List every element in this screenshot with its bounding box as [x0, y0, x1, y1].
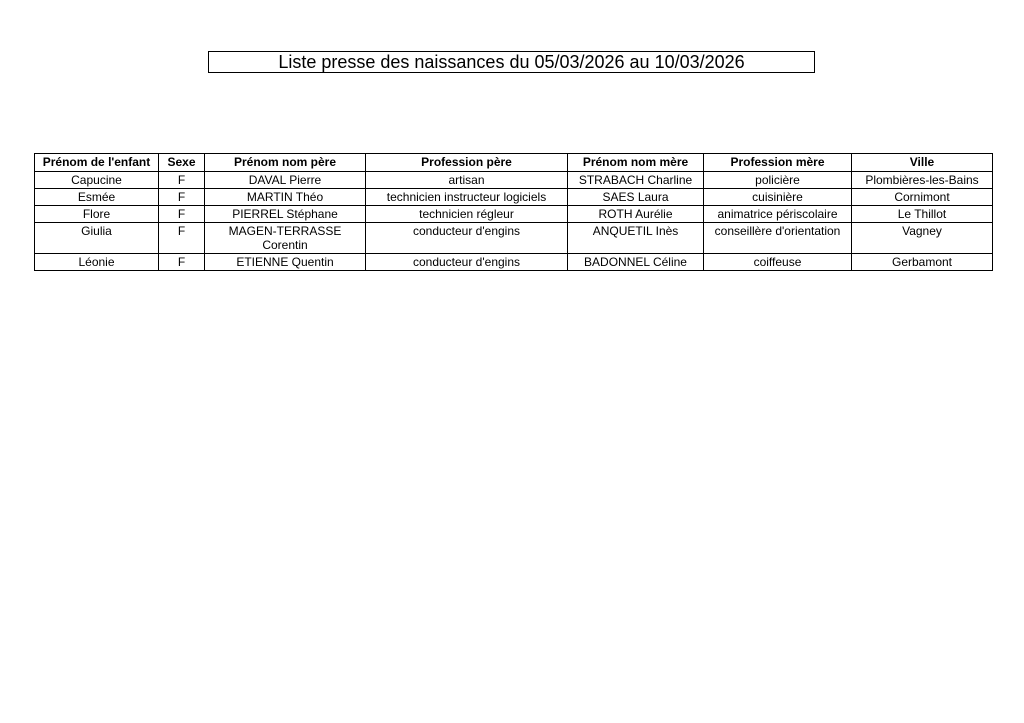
cell-sex: F [159, 254, 205, 271]
cell-mother-name: ROTH Aurélie [568, 206, 704, 223]
cell-mother-name: SAES Laura [568, 189, 704, 206]
cell-sex: F [159, 223, 205, 254]
header-father-name: Prénom nom père [205, 154, 366, 172]
births-table [34, 153, 993, 271]
cell-father-name: PIERREL Stéphane [205, 206, 366, 223]
cell-mother-name: STRABACH Charline [568, 172, 704, 189]
cell-mother-profession: coiffeuse [704, 254, 852, 271]
table-row [35, 189, 993, 206]
cell-child-firstname: Léonie [35, 254, 159, 271]
cell-mother-name: BADONNEL Céline [568, 254, 704, 271]
cell-sex: F [159, 189, 205, 206]
table-row [35, 172, 993, 189]
cell-sex: F [159, 206, 205, 223]
cell-mother-profession: cuisinière [704, 189, 852, 206]
cell-mother-name: ANQUETIL Inès [568, 223, 704, 254]
cell-child-firstname: Flore [35, 206, 159, 223]
cell-child-firstname: Capucine [35, 172, 159, 189]
cell-mother-profession: policière [704, 172, 852, 189]
cell-father-name: MARTIN Théo [205, 189, 366, 206]
cell-father-profession: conducteur d'engins [366, 223, 568, 254]
cell-child-firstname: Giulia [35, 223, 159, 254]
table-row [35, 254, 993, 271]
header-child-firstname: Prénom de l'enfant [35, 154, 159, 172]
table-row [35, 206, 993, 223]
cell-mother-profession: animatrice périscolaire [704, 206, 852, 223]
header-city: Ville [852, 154, 993, 172]
page-title-text: Liste presse des naissances du 05/03/2026 au 10/03/2026 [278, 52, 745, 72]
cell-father-name: DAVAL Pierre [205, 172, 366, 189]
header-sex: Sexe [159, 154, 205, 172]
header-father-profession: Profession père [366, 154, 568, 172]
cell-child-firstname: Esmée [35, 189, 159, 206]
cell-father-profession: technicien instructeur logiciels [366, 189, 568, 206]
cell-city: Vagney [852, 223, 993, 254]
cell-father-profession: technicien régleur [366, 206, 568, 223]
header-mother-profession: Profession mère [704, 154, 852, 172]
table-row [35, 223, 993, 254]
cell-father-profession: artisan [366, 172, 568, 189]
table-header-row [35, 154, 993, 172]
cell-father-name: MAGEN-TERRASSE Corentin [205, 223, 366, 254]
cell-father-profession: conducteur d'engins [366, 254, 568, 271]
page-title [208, 51, 815, 73]
cell-mother-profession: conseillère d'orientation [704, 223, 852, 254]
cell-sex: F [159, 172, 205, 189]
header-mother-name: Prénom nom mère [568, 154, 704, 172]
cell-city: Plombières-les-Bains [852, 172, 993, 189]
cell-city: Cornimont [852, 189, 993, 206]
cell-city: Gerbamont [852, 254, 993, 271]
cell-father-name: ETIENNE Quentin [205, 254, 366, 271]
cell-city: Le Thillot [852, 206, 993, 223]
